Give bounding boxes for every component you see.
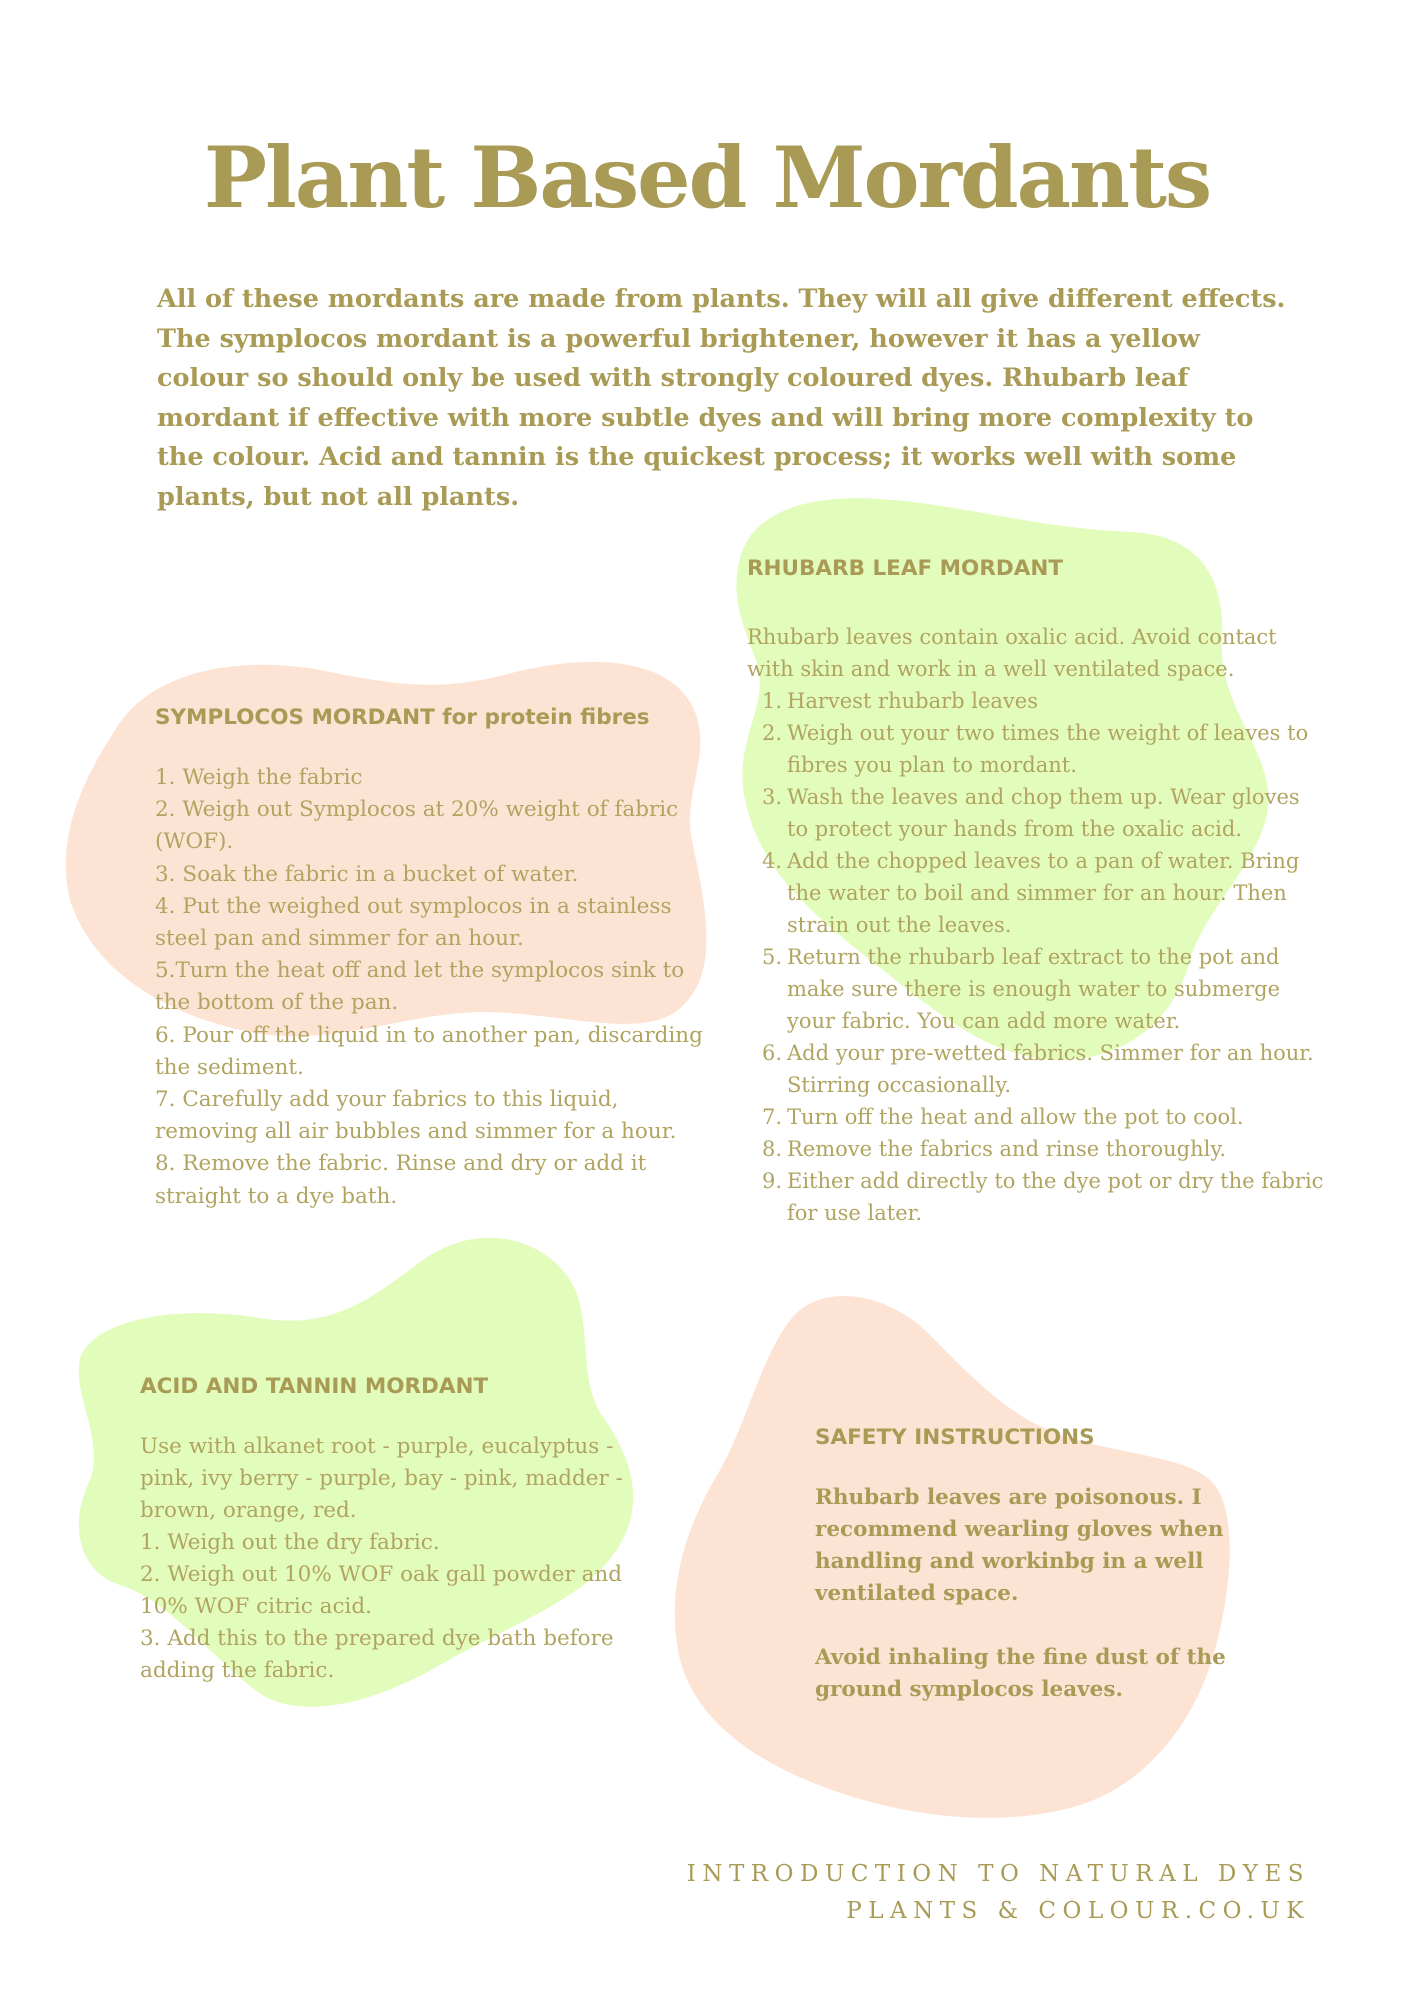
step-text: Weigh out your two times the weight of leaves to fibres you plan to mordant. [787,721,1309,777]
list-item: 5.Turn the heat off and let the symplocos sink to the bottom of the pan. [155,958,685,1016]
list-item: 8. Remove the fabric. Rinse and dry or add it straight to a dye bath. [155,1151,647,1209]
symplocos-heading: SYMPLOCOS MORDANT for protein fibres [155,705,650,730]
list-item: 6. Pour off the liquid in to another pan, discarding the sediment. [155,1022,703,1080]
step-text: Add your pre-wetted fabrics. Simmer for an hour. Stirring occasionally. [787,1041,1314,1097]
list-item: 2. Weigh out 10% WOF oak gall powder and 10% WOF citric acid. [140,1562,623,1619]
list-item [747,717,1327,781]
step-number: 5. [762,945,783,969]
acid-tannin-steps [140,1527,640,1687]
step-number: 2. [762,721,783,745]
step-text: Turn off the heat and allow the pot to cool. [787,1105,1244,1129]
step-number: 3. [762,785,783,809]
footer-website: PLANTS & COLOUR.CO.UK [846,1898,1310,1924]
step-number: 4. [762,849,783,873]
safety-warning: Rhubarb leaves are poisonous. I recommend wearling gloves when handling and workinbg in a well ventilated space. [815,1485,1224,1606]
step-text: Add the chopped leaves to a pan of water. Bring the water to boil and simmer for an hour. Then strain out the leaves. [787,849,1300,937]
step-number: 6. [762,1041,783,1065]
rhubarb-heading: RHUBARB LEAF MORDANT [747,556,1064,581]
footer-course-title: INTRODUCTION TO NATURAL DYES [686,1861,1310,1887]
step-number: 9. [762,1169,783,1193]
safety-heading: SAFETY INSTRUCTIONS [815,1425,1095,1450]
step-text: Harvest rhubarb leaves [787,689,1038,713]
page-footer [687,1856,1310,1930]
list-item: 3. Soak the fabric in a bucket of water. [155,861,579,887]
page-title: Plant Based Mordants [203,128,1211,227]
step-text: Either add directly to the dye pot or dry the fabric for use later. [787,1169,1324,1225]
list-item [747,845,1327,941]
rhubarb-intro: Rhubarb leaves contain oxalic acid. Avoid contact with skin and work in a well ventilated space. [747,625,1277,681]
step-text: Return the rhubarb leaf extract to the pot and make sure there is enough water to submerge your fabric. You can add more water. [787,945,1280,1033]
list-item [747,1133,1327,1165]
safety-section [815,1425,1245,1706]
symplocos-section [155,705,715,1213]
list-item: 1. Weigh out the dry fabric. [140,1530,440,1555]
acid-tannin-heading: ACID AND TANNIN MORDANT [140,1374,489,1399]
list-item [747,781,1327,845]
safety-dust-warning: Avoid inhaling the fine dust of the ground symplocos leaves. [815,1645,1226,1702]
list-item [747,1101,1327,1133]
symplocos-steps [155,762,715,1213]
list-item: 3. Add this to the prepared dye bath before adding the fabric. [140,1626,614,1683]
step-text: Wash the leaves and chop them up. Wear gloves to protect your hands from the oxalic acid. [787,785,1300,841]
list-item: 2. Weigh out Symplocos at 20% weight of fabric (WOF). [155,797,679,855]
list-item [747,1165,1327,1229]
list-item: 1. Weigh the fabric [155,765,363,790]
acid-tannin-intro: Use with alkanet root - purple, eucalyptus - pink, ivy berry - purple, bay - pink, madder - brown, orange, red. [140,1434,623,1523]
step-number: 7. [762,1105,783,1129]
step-text: Remove the fabrics and rinse thoroughly. [787,1137,1227,1161]
list-item: 4. Put the weighed out symplocos in a stainless steel pan and simmer for an hour. [155,893,672,952]
list-item [747,1037,1327,1101]
step-number: 8. [762,1137,783,1161]
list-item: 7. Carefully add your fabrics to this liquid, removing all air bubbles and simmer for a hour. [155,1087,677,1145]
rhubarb-section [747,556,1327,1229]
step-number: 1. [762,689,783,713]
intro-paragraph: All of these mordants are made from plants. They will all give different effects. The symplocos mordant is a powerful brightener, however it has a yellow colour so should only be used with strongly coloured dyes. Rhubarb leaf mordant if effective with more subtle dyes and will bring more complexity to the colour. Acid and tannin is the quickest process; it works well with some plants, but not all plants. [157,284,1286,512]
acid-tannin-section [140,1374,640,1687]
list-item [747,941,1327,1037]
list-item [747,685,1327,717]
rhubarb-steps [747,685,1327,1229]
